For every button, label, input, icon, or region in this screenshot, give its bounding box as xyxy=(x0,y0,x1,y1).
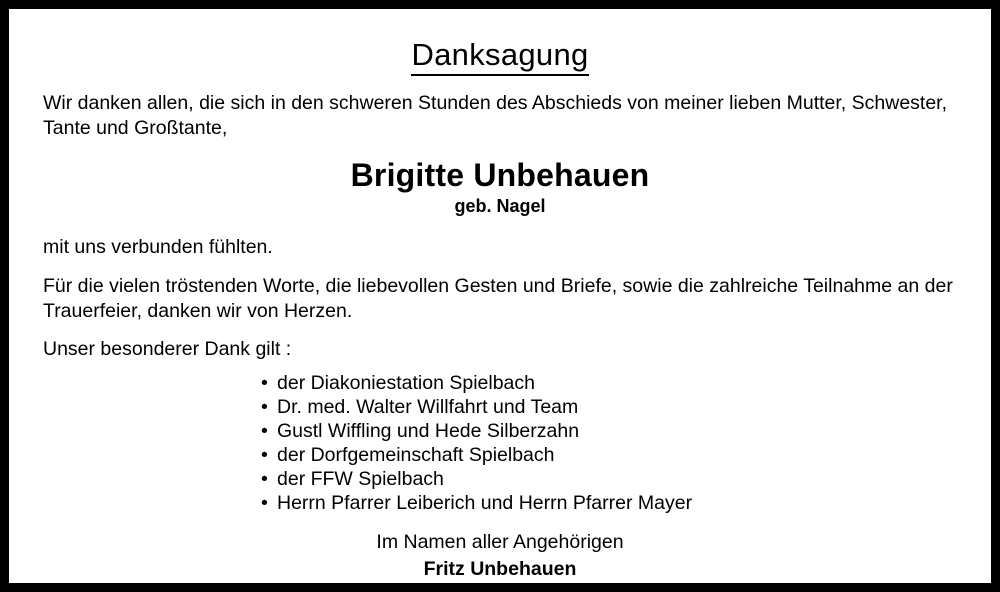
special-thanks-heading: Unser besonderer Dank gilt : xyxy=(43,338,292,360)
page-title-text: Danksagung xyxy=(411,37,588,76)
list-item: • der Dorfgemeinschaft Spielbach xyxy=(261,443,957,467)
list-item: • Gustl Wiffling und Hede Silberzahn xyxy=(261,419,957,443)
page-title xyxy=(43,37,957,73)
closing-line: Im Namen aller Angehörigen xyxy=(376,531,624,553)
gratitude-paragraph: Für die vielen tröstenden Worte, die liebevollen Gesten und Briefe, sowie die zahlreiche Teilnahme an der Trauerfeier, danken wir von Herzen. xyxy=(43,275,953,322)
list-item: • Herrn Pfarrer Leiberich und Herrn Pfarrer Mayer xyxy=(261,491,957,515)
list-item: • der FFW Spielbach xyxy=(261,467,957,491)
special-thanks-list xyxy=(43,371,957,515)
signature: Fritz Unbehauen xyxy=(423,558,577,580)
intro-paragraph: Wir danken allen, die sich in den schweren Stunden des Abschieds von meiner lieben Mutter, Schwester, Tante und Großtante, xyxy=(43,92,948,139)
after-name-line: mit uns verbunden fühlten. xyxy=(43,236,273,258)
deceased-maiden-name: geb. Nagel xyxy=(454,196,546,216)
deceased-name: Brigitte Unbehauen xyxy=(350,157,650,193)
list-item: • der Diakoniestation Spielbach xyxy=(261,371,957,395)
list-item: • Dr. med. Walter Willfahrt und Team xyxy=(261,395,957,419)
